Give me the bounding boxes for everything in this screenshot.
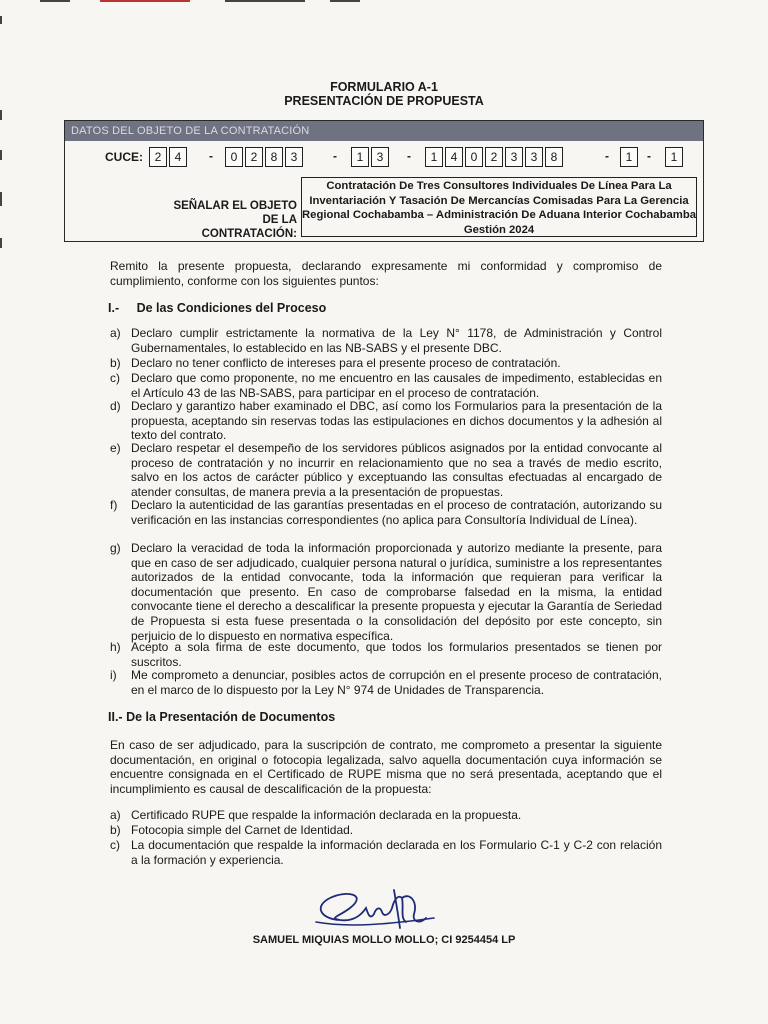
cuce-digit: 1 <box>620 147 638 167</box>
list-item: b) Declaro no tener conflicto de intereses para el presente proceso de contratación. <box>110 356 561 370</box>
cuce-digit: 4 <box>169 147 187 167</box>
objeto-label-line2: CONTRATACIÓN: <box>201 228 297 240</box>
objeto-label-line1: SEÑALAR EL OBJETO DE LA <box>173 200 297 226</box>
scan-edge-mark <box>100 0 190 2</box>
cuce-digit: 4 <box>445 147 463 167</box>
list-item: a) Declaro cumplir estrictamente la normativa de la Ley N° 1178, de Administración y Control Gubernamentales, lo establecido en las NB-SABS y el presente DBC. <box>110 326 662 355</box>
list-item: c) La documentación que respalde la información declarada en los Formulario C-1 y C-2 con relación a la formación y experiencia. <box>110 838 662 867</box>
list-item: d) Declaro y garantizo haber examinado el DBC, así como los Formularios para la presentación de la propuesta, aceptando sin reservas todas las estipulaciones en dichos documentos y la adhesión al texto del contrato. <box>110 399 662 443</box>
intro-paragraph: Remito la presente propuesta, declarando expresamente mi conformidad y compromiso de cumplimiento, conforme con los siguientes puntos: <box>110 259 662 288</box>
cuce-digit: 3 <box>525 147 543 167</box>
cuce-separator: - <box>333 149 337 163</box>
scan-edge-mark <box>330 0 360 2</box>
section-1-title: De las Condiciones del Proceso <box>136 301 327 315</box>
signer-name: SAMUEL MIQUIAS MOLLO MOLLO; CI 9254454 LP <box>252 934 516 946</box>
cuce-digit: 1 <box>351 147 369 167</box>
section-1-numeral: I.- <box>108 301 120 315</box>
cuce-digit: 8 <box>265 147 283 167</box>
form-subtitle: PRESENTACIÓN DE PROPUESTA <box>284 94 484 108</box>
section-2-paragraph: En caso de ser adjudicado, para la suscripción de contrato, me comprometo a presentar la siguiente documentación, en original o fotocopia legalizada, salvo aquella documentación cuya información se encuentre consignada en el Certificado de RUPE misma que no será presentada, aceptando que el incumplimiento es causal de descalificación de la propuesta: <box>110 738 662 796</box>
section-2-numeral: II.- <box>108 710 123 724</box>
cuce-separator: - <box>209 149 213 163</box>
list-item: g) Declaro la veracidad de toda la información proporcionada y autorizo mediante la presente, para que en caso de ser adjudicado, cualquier persona natural o jurídica, suministre a los representantes autorizados de la entidad convocante, toda la información que requieran para verificar la documentación que presento. En caso de comprobarse falsedad en la misma, la entidad convocante tiene el derecho a descalificar la presente propuesta y ejecutar la Garantía de Seriedad de Propuesta si esta fuese presentada o la consolidación del depósito por este concepto, sin perjuicio de lo dispuesto en normativa específica. <box>110 541 662 643</box>
list-item: f) Declaro la autenticidad de las garantías presentadas en el proceso de contratación, autorizando su verificación en las instancias correspondientes (no aplica para Consultoría Individual de Línea). <box>110 498 662 527</box>
scan-edge-mark <box>0 192 2 206</box>
scan-edge-mark <box>225 0 305 2</box>
list-item: b) Fotocopia simple del Carnet de Identidad. <box>110 823 354 837</box>
cuce-separator: - <box>605 149 609 163</box>
list-item: c) Declaro que como proponente, no me encuentro en las causales de impedimento, establecidas en el Artículo 43 de las NB-SABS, para participar en el proceso de contratación. <box>110 371 662 400</box>
cuce-label: CUCE: <box>105 150 143 164</box>
cuce-digit: 3 <box>505 147 523 167</box>
cuce-digit: 0 <box>465 147 483 167</box>
handwritten-signature <box>310 884 440 936</box>
list-item: i) Me comprometo a denunciar, posibles actos de corrupción en el presente proceso de contratación, en el marco de lo dispuesto por la Ley N° 974 de Unidades de Transparencia. <box>110 668 662 697</box>
list-item: e) Declaro respetar el desempeño de los servidores públicos asignados por la entidad convocante al proceso de contratación y no incurrir en relacionamiento que no sea a través de medio escrito, salvo en los actos de carácter público y exceptuando las consultas efectuadas al encargado de atender consultas, de manera previa a la presentación de propuestas. <box>110 441 662 499</box>
cuce-digit: 3 <box>285 147 303 167</box>
list-item: h) Acepto a sola firma de este documento, que todos los formularios presentados se tienen por suscritos. <box>110 640 662 669</box>
cuce-digit: 8 <box>545 147 563 167</box>
cuce-digit: 3 <box>371 147 389 167</box>
scan-edge-mark <box>40 0 70 2</box>
objeto-description: Contratación De Tres Consultores Individuales De Línea Para La Inventariación Y Tasación De Mercancías Comisadas Para La Gerencia Regional Cochabamba – Administración De Aduana Interior Cochabamba Gestión 2024 <box>301 177 697 237</box>
cuce-digit: 2 <box>149 147 167 167</box>
datos-section-header: DATOS DEL OBJETO DE LA CONTRATACIÓN <box>65 121 703 141</box>
scan-edge-mark <box>0 16 2 24</box>
section-1-heading <box>108 301 326 315</box>
section-2-heading <box>108 710 335 724</box>
scan-edge-mark <box>0 110 2 120</box>
scan-edge-mark <box>0 150 2 160</box>
cuce-digit: 1 <box>425 147 443 167</box>
cuce-digit: 2 <box>245 147 263 167</box>
datos-objeto-box <box>64 120 704 242</box>
list-item: a) Certificado RUPE que respalde la información declarada en la propuesta. <box>110 808 522 822</box>
objeto-label <box>157 199 297 241</box>
cuce-separator: - <box>647 149 651 163</box>
cuce-separator: - <box>407 149 411 163</box>
cuce-digit: 1 <box>665 147 683 167</box>
cuce-digit: 0 <box>225 147 243 167</box>
form-title: FORMULARIO A-1 <box>330 80 438 94</box>
section-2-title: De la Presentación de Documentos <box>126 710 336 724</box>
scan-edge-mark <box>0 238 2 248</box>
cuce-digit: 2 <box>485 147 503 167</box>
cuce-row <box>65 147 705 169</box>
